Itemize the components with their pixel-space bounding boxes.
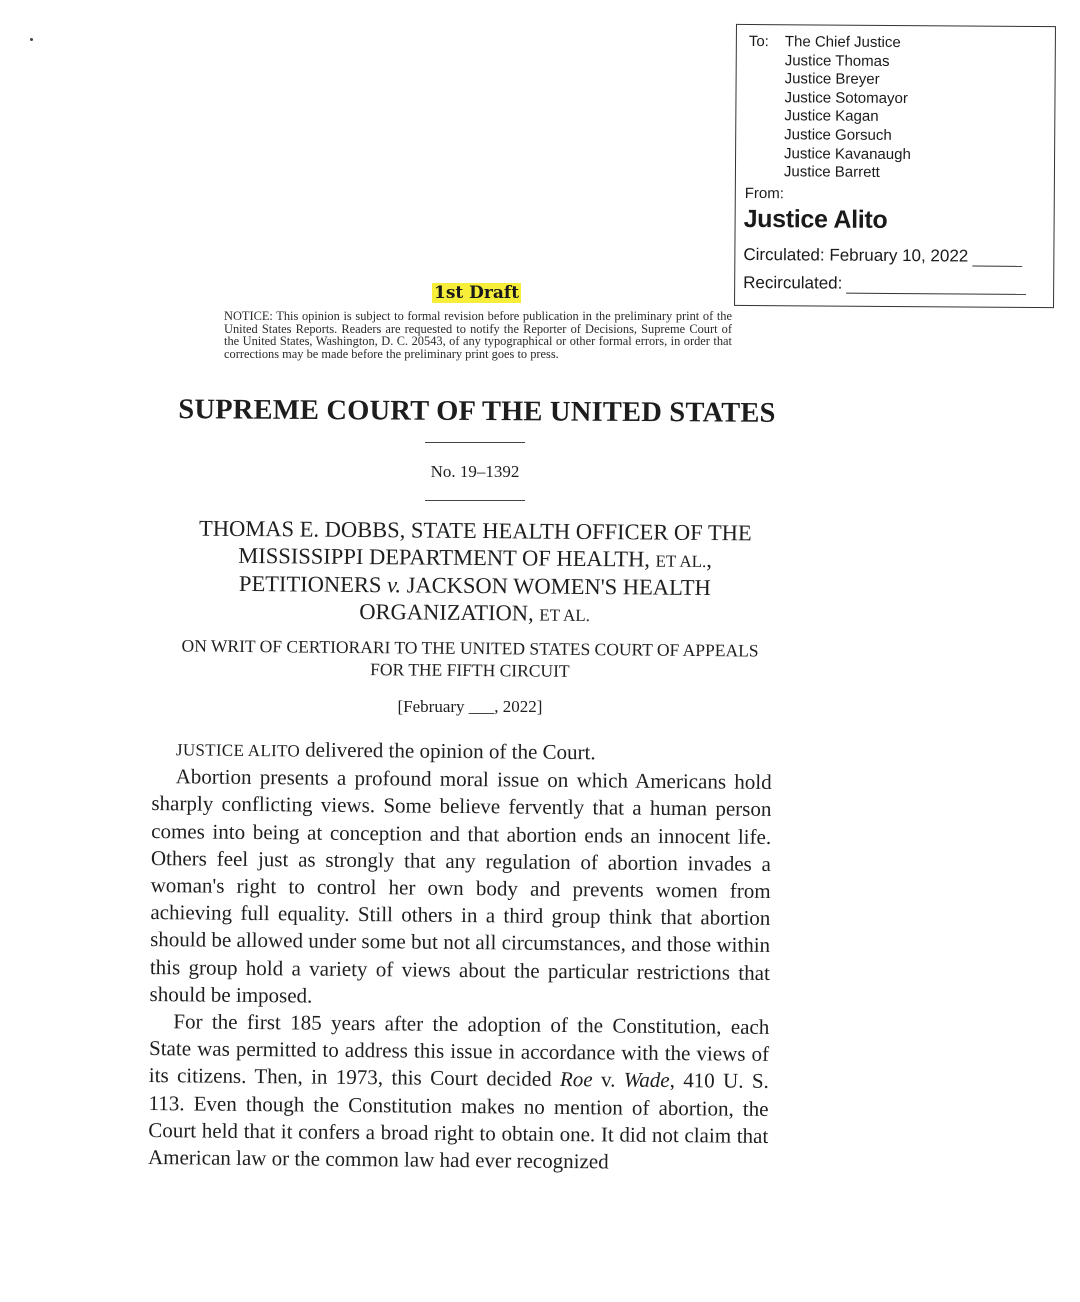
recipient: The Chief Justice [784, 33, 901, 52]
recipient: Justice Sotomayor [784, 89, 908, 107]
opinion-paragraph [148, 1008, 770, 1177]
circulation-box [734, 24, 1056, 308]
to-label: To: [748, 32, 769, 51]
case-caption [180, 515, 771, 630]
opinion-body [148, 735, 772, 1177]
divider [425, 500, 525, 501]
caption-et-al: ET AL. [655, 551, 707, 571]
recipient: Justice Gorsuch [784, 126, 892, 144]
circulated-line [743, 245, 1022, 267]
paragraph-text: , 410 U. S. 113. Even though the Constitution makes no mention of abortion, the Court held that it confers a broad right to obtain one. It did not claim that American law or the common law had ever recognized [147, 1068, 769, 1174]
case-versus: v. [592, 1067, 624, 1093]
recirculated-blank [846, 279, 1026, 295]
opinion-author: JUSTICE ALITO [175, 740, 301, 761]
writ-line: ON WRIT OF CERTIORARI TO THE UNITED STATES COURT OF APPEALS FOR THE FIFTH CIRCUIT [181, 635, 759, 681]
recipient: Justice Kagan [784, 107, 879, 126]
recirculated-text: Recirculated: [743, 272, 843, 293]
recipient: Justice Breyer [784, 70, 880, 89]
caption-part: THOMAS E. DOBBS, STATE HEALTH OFFICER OF THE MISSISSIPPI DEPARTMENT OF HEALTH, [198, 515, 752, 572]
case-name: Wade [623, 1068, 670, 1093]
decision-date: [February ___, 2022] [397, 697, 543, 716]
notice: NOTICE: This opinion is subject to formal revision before publication in the preliminary print of the United States Reports. Readers are requested to notify the Reporter of Decisions, Supreme Court of the United States, Washington, D. C. 20543, of any typographical or other formal errors, in order that corrections may be made before the preliminary print goes to press. [224, 309, 732, 361]
case-name: Roe [559, 1067, 593, 1092]
opinion-intro-text: delivered the opinion of the Court. [299, 737, 596, 765]
docket-number: No. 19–1392 [430, 462, 520, 481]
recipient-list [784, 33, 912, 183]
divider [425, 442, 525, 443]
recirculated-line [743, 273, 1026, 295]
caption-et-al: ET AL. [539, 605, 591, 625]
author-name: Justice Alito [743, 204, 888, 234]
circulated-text: Circulated: February 10, 2022 [743, 244, 969, 266]
recipient: Justice Barrett [783, 163, 880, 182]
recipient: Justice Kavanaugh [784, 144, 911, 163]
draft-label: 1st Draft [434, 283, 520, 303]
from-label: From: [744, 184, 785, 203]
recipient: Justice Thomas [784, 51, 890, 70]
paragraph-text: For the first 185 years after the adoption of the Constitution, each State was permitted to address this issue in accordance with the views of its citizens. Then, in 1973, this Court decided [148, 1009, 770, 1092]
scan-speck [30, 38, 33, 41]
court-name: SUPREME COURT OF THE UNITED STATES [178, 394, 776, 429]
caption-part: JACKSON WOMEN'S HEALTH ORGANIZATION, [359, 572, 711, 626]
circulated-blank [972, 252, 1022, 267]
caption-part: , PETITIONERS [238, 546, 713, 598]
opinion-paragraph: Abortion presents a profound moral issue on which Americans hold sharply conflicting views. Some believe fervently that a human person comes into being at conception and that abortion ends an innocent life. Others feel just as strongly that any regulation of abortion invades a woman's right to control her own body and prevents women from achieving full equality. Still others in a third group think that abortion should be allowed under some but not all circumstances, and those within this group hold a variety of views about the particular restrictions that should be imposed. [149, 764, 772, 1008]
caption-versus: v. [387, 572, 402, 598]
